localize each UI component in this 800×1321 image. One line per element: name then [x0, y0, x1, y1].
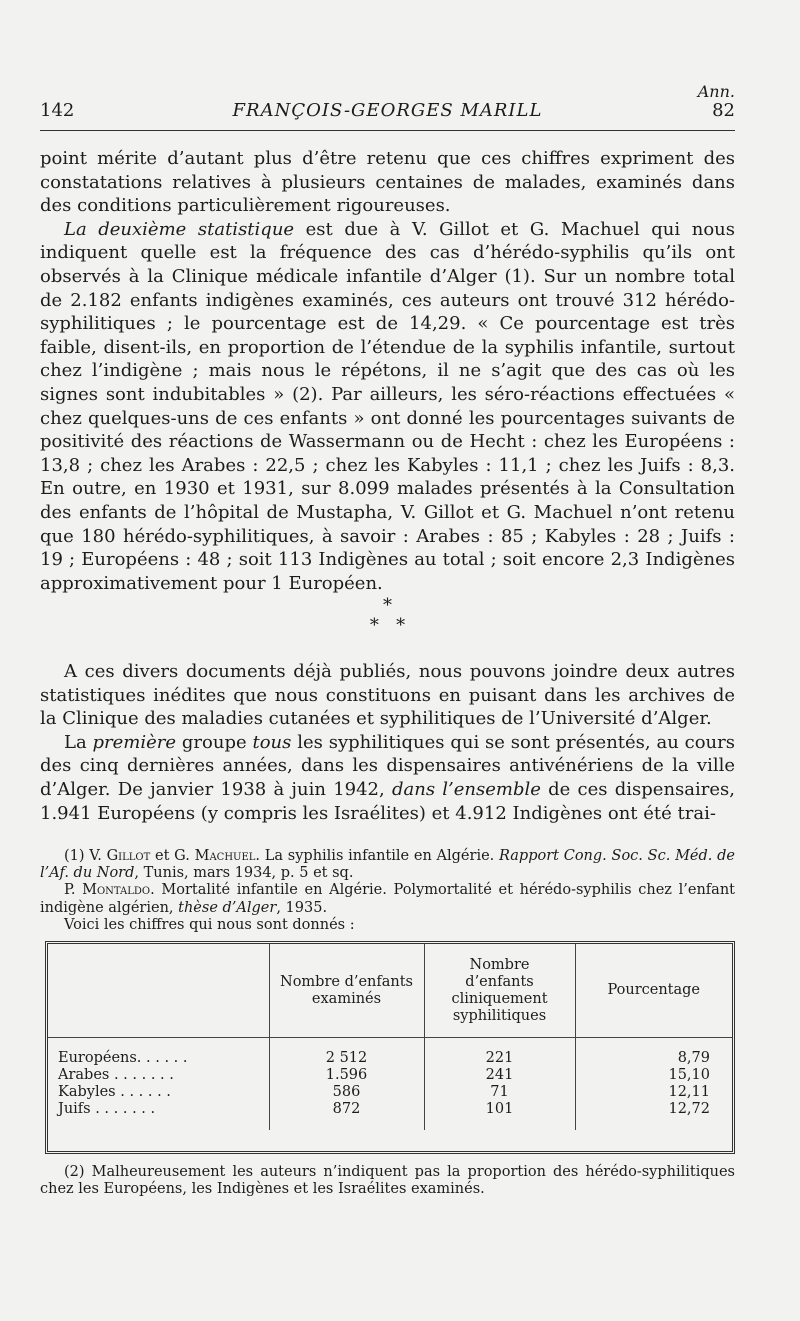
p4-italic-premiere: première [92, 731, 177, 753]
footnote-1-ref-1 [40, 848, 735, 882]
body-text-top [40, 147, 735, 595]
footnote-1-ref-2 [40, 882, 735, 916]
cell-examined: 586 [269, 1084, 424, 1101]
cell-syphilitic: 221 [424, 1050, 575, 1067]
section-separator-asterisks [40, 596, 735, 636]
header-rule [40, 130, 735, 131]
cell-examined: 2 512 [269, 1050, 424, 1067]
page-number: 142 [40, 100, 75, 121]
row-label: Arabes . . . . . . . [58, 1067, 174, 1083]
p4-italic-ensemble: dans l’ensemble [391, 778, 541, 800]
asterisk-top: * [383, 595, 392, 616]
table-header-syphilitic: Nombre d’enfants cliniquement syphilitiques [424, 944, 575, 1038]
table-row [48, 1101, 732, 1118]
fn1-end: , Tunis, mars 1934, p. 5 et sq. [134, 865, 354, 882]
table-header-blank [48, 944, 269, 1038]
paragraph-1: point mérite d’autant plus d’être retenu que ces chiffres expriment des constatations relatives à plusieurs centaines de malades, examinés dans des conditions particulièrement rigoureuses. [40, 148, 735, 217]
fn1b-end: , 1935. [276, 899, 328, 916]
fn1b-these: thèse d’Alger [178, 899, 277, 916]
fn1-author-gillot: Gillot [106, 848, 151, 864]
statistics-table [48, 944, 732, 1130]
p4-a: La [64, 731, 93, 753]
table-row [48, 1067, 732, 1084]
footnote-2 [40, 1164, 735, 1198]
table-header-percent: Pourcentage [575, 944, 732, 1038]
table-header-row [48, 944, 732, 1038]
p4-italic-tous: tous [252, 731, 292, 753]
fn1b-start: P. [64, 882, 83, 899]
fn1-author-machuel: Machuel [194, 848, 256, 864]
cell-examined: 1.596 [269, 1067, 424, 1084]
table-row [48, 1084, 732, 1101]
table-spacer [48, 1118, 732, 1130]
running-title: FRANÇOIS-GEORGES MARILL [232, 100, 543, 121]
statistics-table-frame [45, 941, 735, 1154]
paragraph-2 [40, 218, 735, 596]
row-label: Européens. . . . . . [58, 1050, 188, 1066]
row-label: Juifs . . . . . . . [58, 1101, 156, 1117]
table-header-examined: Nombre d’enfants examinés [269, 944, 424, 1038]
p4-c: groupe [176, 731, 253, 753]
fn1-num: (1) V. [64, 848, 107, 864]
asterisk-bottom: * * [369, 615, 406, 636]
cell-syphilitic: 241 [424, 1067, 575, 1084]
annotation-number: 82 [712, 100, 735, 121]
paragraph-3: A ces divers documents déjà publiés, nous pouvons joindre deux autres statistiques inédites que nous constituons en puisant dans les archives de la Clinique des maladies cutanées et syphilitiques de l’Université d’Alger. [40, 661, 735, 730]
footnote-1-intro: Voici les chiffres qui nous sont donnés : [64, 916, 355, 933]
fn1-journal: Rapport Cong. Soc. Sc. Méd. de l’Af. du Nord [40, 848, 735, 882]
cell-percent: 15,10 [575, 1067, 732, 1084]
fn1-title: . La syphilis infantile en Algérie. [255, 848, 500, 864]
running-header [40, 100, 735, 122]
fn1-mid: et G. [150, 848, 195, 864]
fn1b-title: . Mortalité infantile en Algérie. Polymortalité et hérédo-syphilis chez l’enfant indigène algérien, [40, 882, 735, 916]
cell-syphilitic: 71 [424, 1084, 575, 1101]
footnote-1 [40, 848, 735, 934]
cell-percent: 12,72 [575, 1101, 732, 1118]
cell-examined: 872 [269, 1101, 424, 1118]
body-text-bottom [40, 660, 735, 825]
cell-syphilitic: 101 [424, 1101, 575, 1118]
cell-percent: 8,79 [575, 1050, 732, 1067]
row-label: Kabyles . . . . . . [58, 1084, 171, 1100]
table-spacer [48, 1038, 732, 1051]
cell-percent: 12,11 [575, 1084, 732, 1101]
p4-e: les syphilitiques qui se sont présentés, au cours des cinq dernières années, dans les dispensaires antivénériens de la ville d’Alger. De janvier 1938 à juin 1942, [40, 731, 735, 800]
table-row [48, 1050, 732, 1067]
p4-g: de ces dispensaires, 1.941 Européens (y compris les Israélites) et 4.912 Indigènes ont été trai- [40, 778, 735, 824]
paragraph-2-text: est due à V. Gillot et G. Machuel qui nous indiquent quelle est la fréquence des cas d’hérédo-syphilis qu’ils ont observés à la Clinique médicale infantile d’Alger (1). Sur un nombre total de 2.182 enfants indigènes examinés, ces auteurs ont trouvé 312 hérédo-syphilitiques ; le pourcentage est de 14,29. « Ce pourcentage est très faible, disent-ils, en proportion de l’étendue de la syphilis infantile, surtout chez l’indigène ; mais nous le répétons, il ne s’agit que des cas où les signes sont indubitables » (2). Par ailleurs, les séro-réactions effectuées « chez quelques-uns de ces enfants » ont donné les pourcentages suivants de positivité des réactions de Wassermann ou de Hecht : chez les Européens : 13,8 ; chez les Arabes : 22,5 ; chez les Kabyles : 11,1 ; chez les Juifs : 8,3. En outre, en 1930 et 1931, sur 8.099 malades présentés à la Consultation des enfants de l’hôpital de Mustapha, V. Gillot et G. Machuel n’ont retenu que 180 hérédo-syphilitiques, à savoir : Arabes : 85 ; Kabyles : 28 ; Juifs : 19 ; Européens : 48 ; soit 113 Indigènes au total ; soit encore 2,3 Indigènes approximativement pour 1 Européen. [40, 218, 735, 594]
italic-phrase: La deuxième statistique [64, 218, 295, 240]
annotation-ann: Ann. [697, 82, 735, 101]
fn1b-author-montaldo: Montaldo [82, 882, 151, 899]
footnote-2-text: (2) Malheureusement les auteurs n’indiquent pas la proportion des hérédo-syphilitiques chez les Européens, les Indigènes et les Israélites examinés. [40, 1164, 735, 1198]
paragraph-4 [40, 731, 735, 825]
